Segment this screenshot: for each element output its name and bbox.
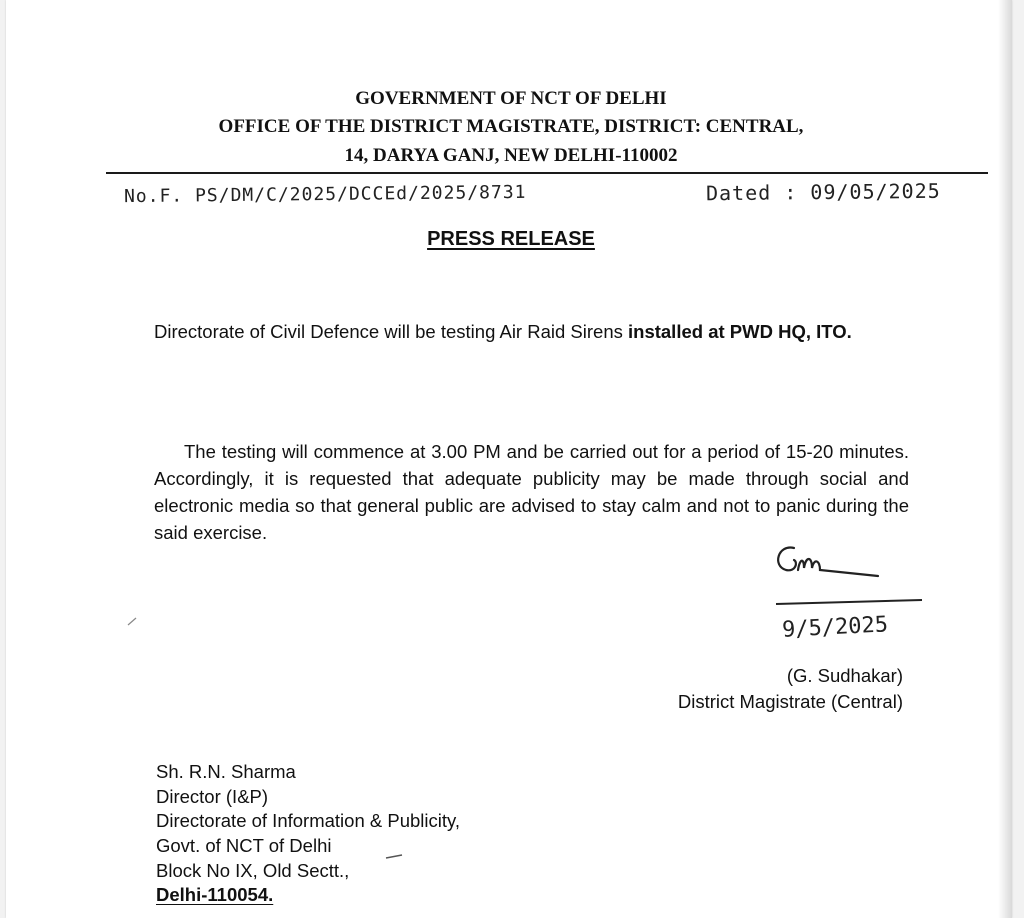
- recipient-address: [156, 760, 656, 908]
- stray-pen-mark: [384, 852, 406, 862]
- header-office: OFFICE OF THE DISTRICT MAGISTRATE, DISTRICT: CENTRAL,: [218, 116, 804, 137]
- header-rule: [106, 172, 988, 174]
- signatory-designation: District Magistrate (Central): [677, 691, 903, 712]
- signature-underline: [776, 600, 922, 604]
- page-title: [6, 225, 1016, 253]
- address-line: Sh. R.N. Sharma: [156, 761, 296, 782]
- signature-image: [746, 536, 936, 646]
- address-line: Director (I&P): [156, 785, 269, 807]
- signatory-name: (G. Sudhakar): [786, 665, 903, 686]
- header-address: 14, DARYA GANJ, NEW DELHI-110002: [344, 145, 678, 166]
- header-government: GOVERNMENT OF NCT OF DELHI: [355, 88, 667, 109]
- address-line-pincode: Delhi-110054.: [156, 884, 274, 906]
- body-paragraph-1: [154, 318, 909, 345]
- address-line: Block No IX, Old Sectt.,: [156, 859, 350, 881]
- address-line: Directorate of Information & Publicity,: [156, 810, 461, 832]
- address-line: Govt. of NCT of Delhi: [156, 835, 332, 857]
- body-paragraph-2: The testing will commence at 3.00 PM and be carried out for a period of 15-20 minutes. Accordingly, it is requested that adequate publicity may be made through social and electronic media so that general public are advised to stay calm and not to panic during the said exercise.: [154, 441, 909, 543]
- press-release-title: PRESS RELEASE: [427, 228, 595, 250]
- signature-initials-stroke: [778, 548, 878, 576]
- signature-date: 9/5/2025: [781, 612, 889, 643]
- para1-text: Directorate of Civil Defence will be testing Air Raid Sirens: [154, 321, 628, 342]
- stray-pen-mark: [126, 615, 140, 627]
- para1-bold-text: installed at PWD HQ, ITO.: [628, 321, 852, 342]
- reference-date: Dated : 09/05/2025: [705, 178, 941, 206]
- document-page: [6, 0, 1012, 918]
- reference-number: No.F. PS/DM/C/2025/DCCEd/2025/8731: [123, 181, 527, 208]
